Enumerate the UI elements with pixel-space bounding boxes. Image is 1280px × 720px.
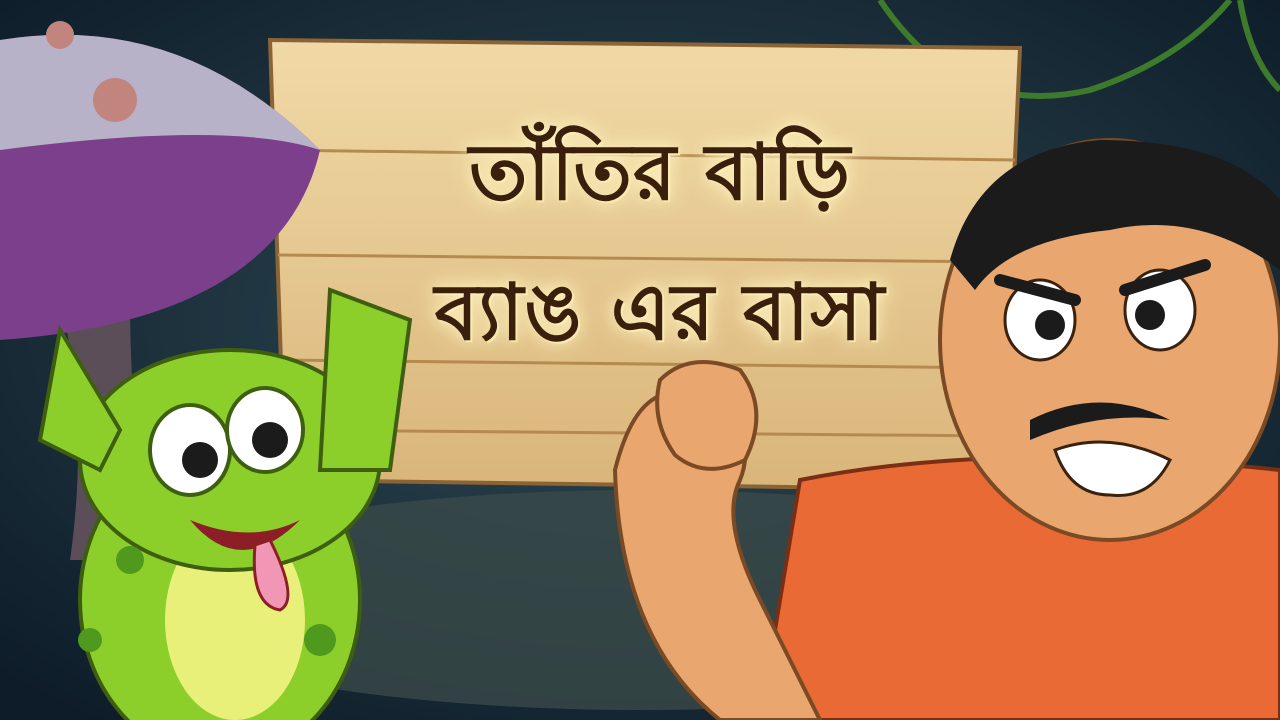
title-line-1: তাঁতির বাড়ি bbox=[468, 128, 852, 218]
title-line-2: ব্যাঙ এর বাসা bbox=[434, 268, 886, 358]
